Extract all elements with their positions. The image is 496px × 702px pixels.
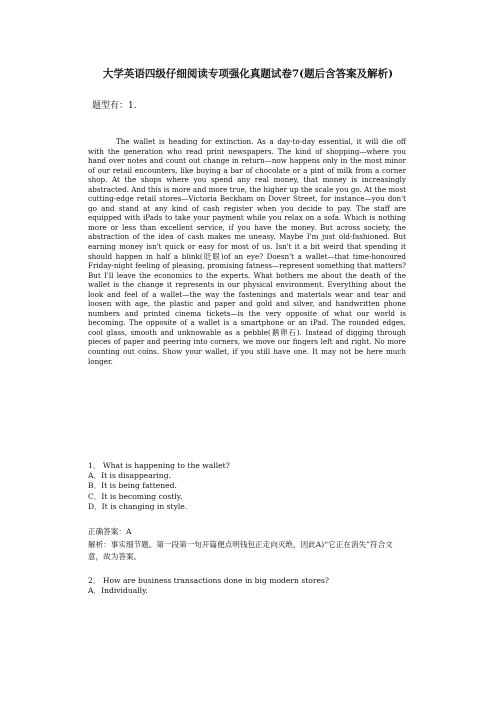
question-stem: 2． How are business transactions done in big modern stores? bbox=[88, 576, 329, 585]
correct-answer: 正确答案：A bbox=[88, 527, 132, 536]
question-2 bbox=[88, 576, 418, 596]
document-title: 大学英语四级仔细阅读专项强化真题试卷7(题后含答案及解析) bbox=[102, 68, 394, 80]
option-a: A．Individually. bbox=[88, 586, 148, 596]
question-stem: 1． What is happening to the wallet? bbox=[88, 461, 230, 470]
option-b: B．It is being fattened. bbox=[88, 481, 177, 491]
option-a: A．It is disappearing. bbox=[88, 471, 171, 481]
question-type-label: 题型有：1. bbox=[92, 101, 137, 111]
option-c: C．It is becoming costly. bbox=[88, 491, 183, 501]
answer-explanation: 解析：事实细节题。第一段第一句开篇便点明钱包正走向灭绝，因此A)“它正在消失”符合文意，故为答案。 bbox=[88, 540, 393, 561]
question-1 bbox=[88, 461, 418, 512]
option-d: D．It is changing in style. bbox=[88, 501, 188, 511]
reading-passage: The wallet is heading for extinction. As a day-to-day essential, it will die off with the generation who read print newspapers. The kind of shopping—where you hand over notes and count out change in return—now happens only in the most minor of our retail encounters, like buying a bar of chocolate or a pint of milk from a corner shop. At the shops where you spend any real money, that money is increasingly abstracted. And this is more and more true, the higher up the scale you go. At the most cutting-edge retail stores—Victoria Beckham on Dover Street, for instance—you don't go and stand at any kind of cash register when you decide to pay. The staff are equipped with iPads to take your payment while you relax on a sofa. Which is nothing more or less than excellent service, if you have the money. But across society, the abstraction of the idea of cash makes me uneasy. Maybe I'm just old-fashioned. But earning money isn't quick or easy for most of us. Isn't it a bit weird that spending it should happen in half a blink(眨眼)of an eye? Doesn't a wallet—that time-honoured Friday-night feeling of pleasing, promising fatness—represent something that matters? But I'll leave the economics to the experts. What bothers me about the death of the wallet is the change it represents in our physical environment. Everything about the look and feel of a wallet—the way the fastenings and materials wear and tear and loosen with age, the plastic and paper and gold and silver, and handwritten phone numbers and printed cinema tickets—is the very opposite of what our world is becoming. The opposite of a wallet is a smartphone or an iPad. The rounded edges, cool glass, smooth and unknowable as a pebble(鹅卵石). Instead of digging through pieces of paper and peering into corners, we move our fingers left and right. No more counting out coins. Show your wallet, if you still have one. It may not be here much longer. bbox=[88, 137, 406, 366]
